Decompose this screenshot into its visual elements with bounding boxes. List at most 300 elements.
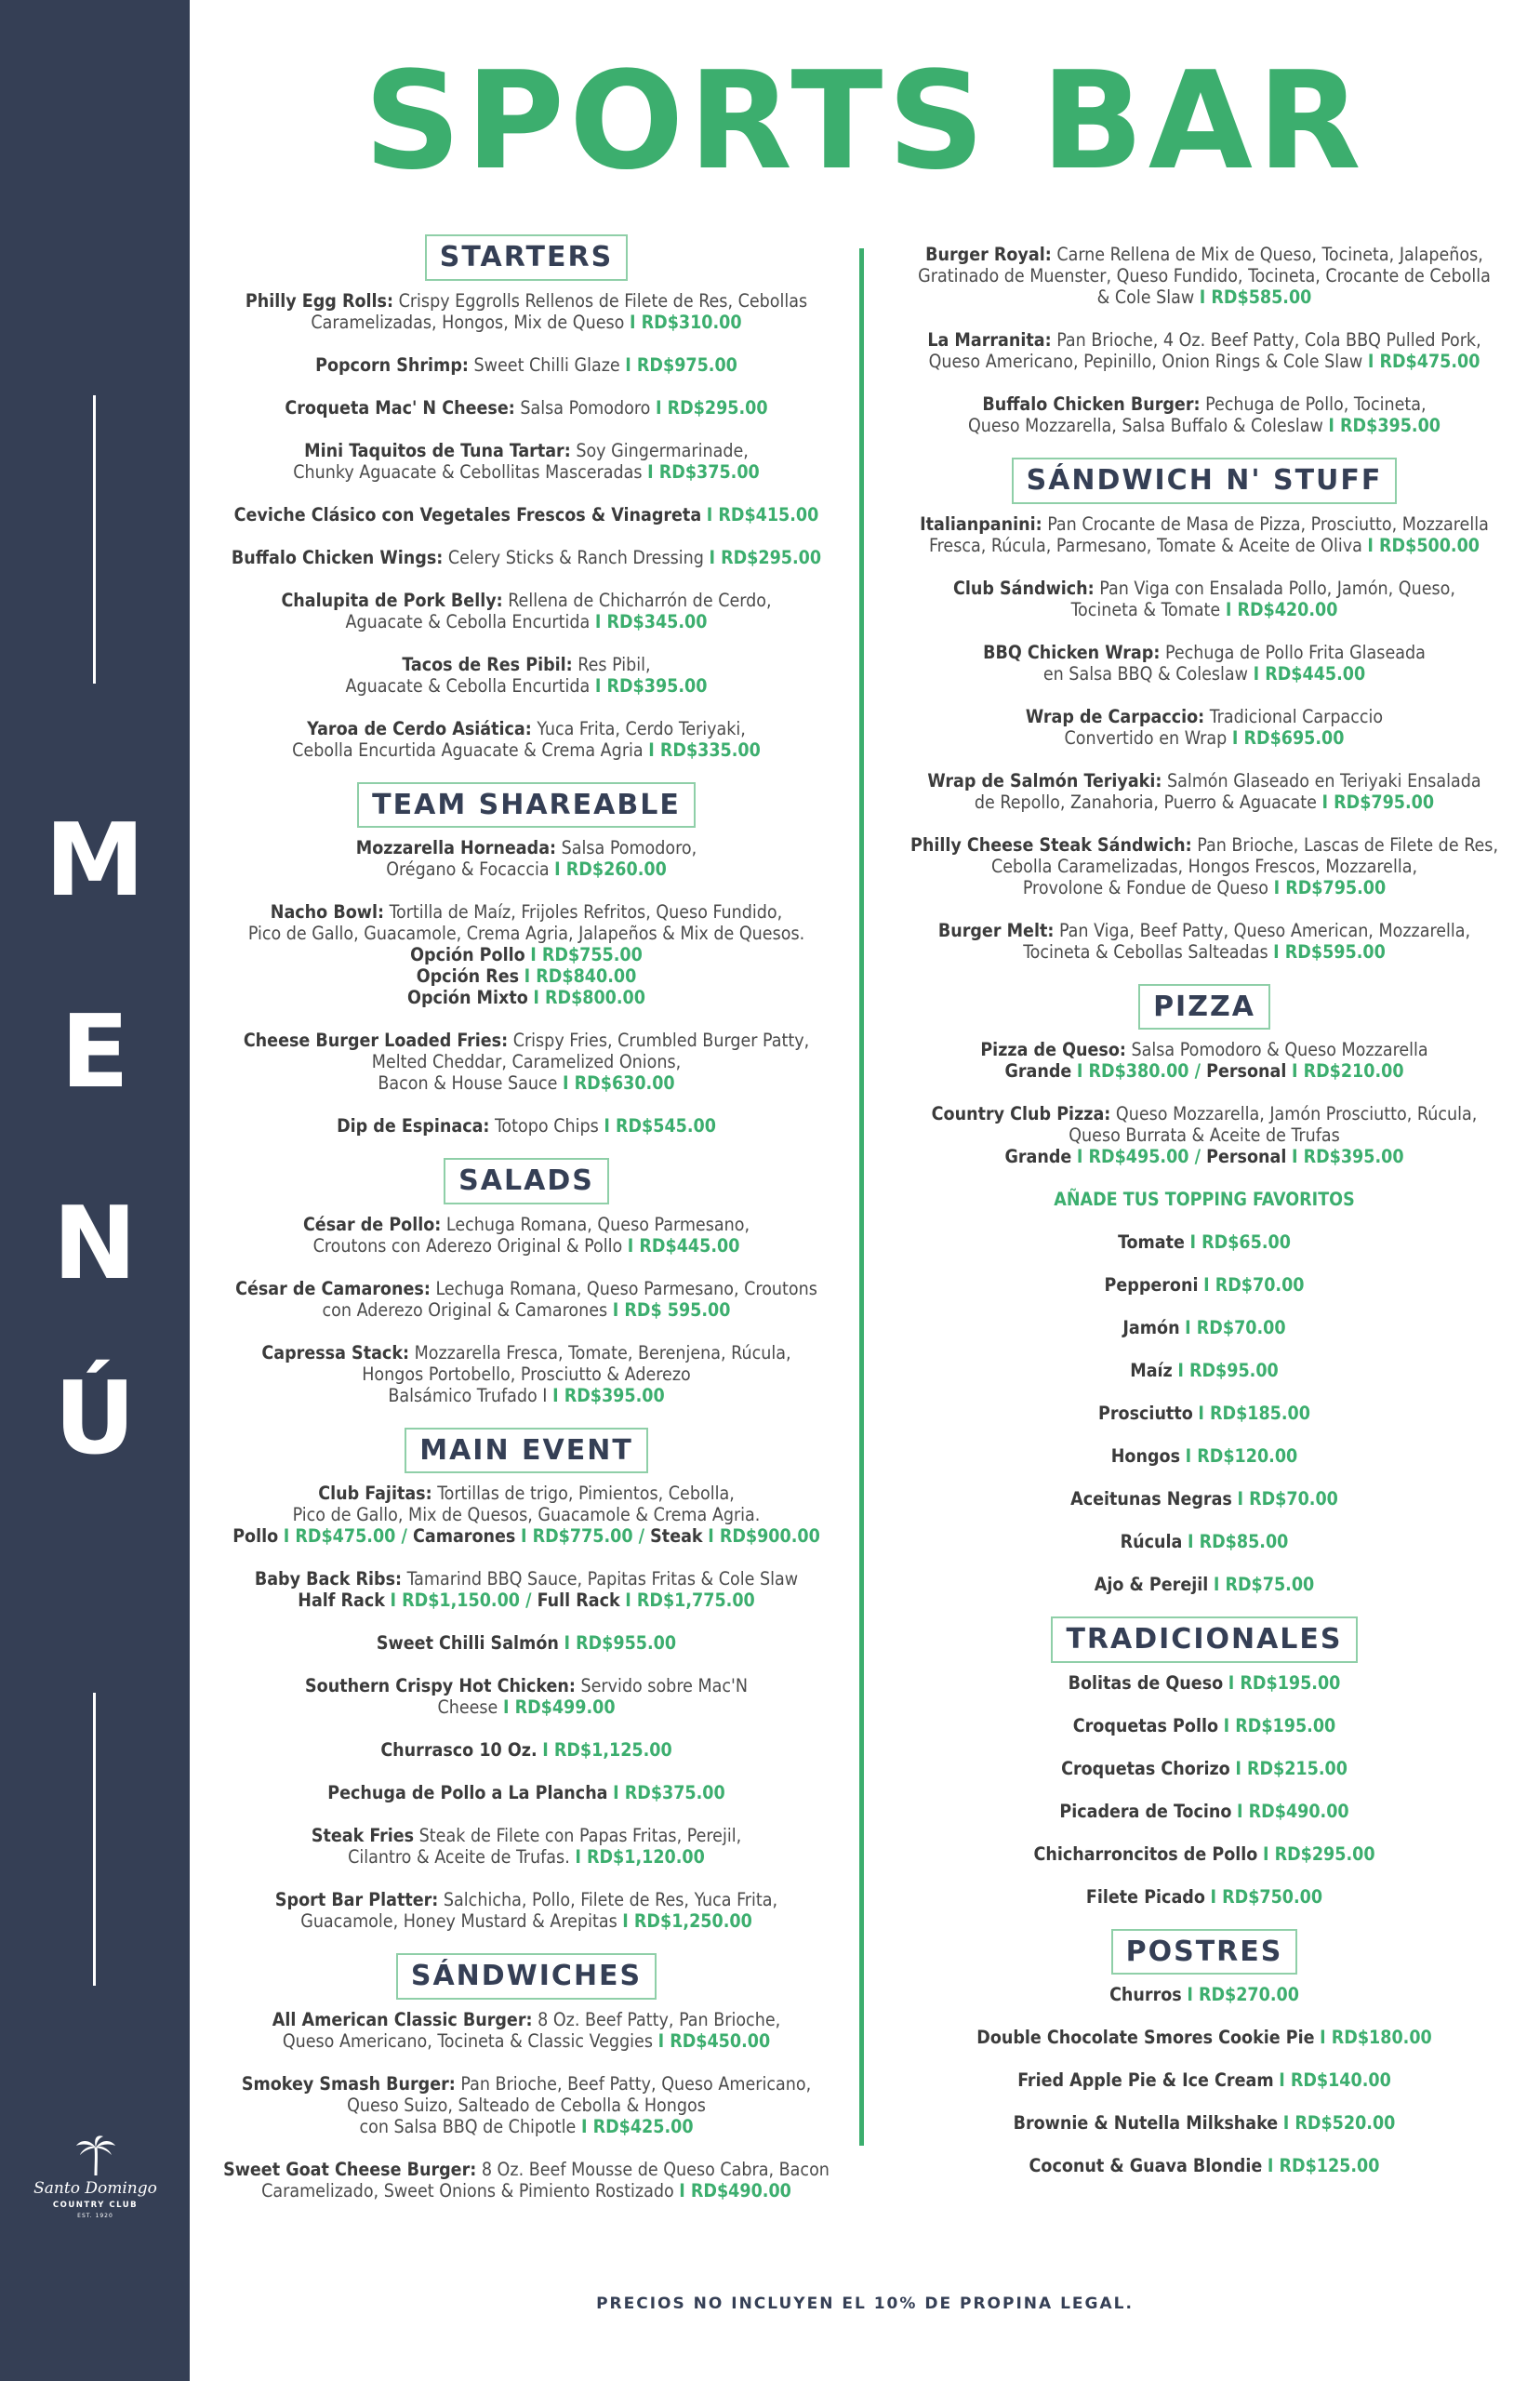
item-description: Queso Mozzarella, Salsa Buffalo & Coleslaw — [967, 415, 1323, 436]
item-line — [212, 1115, 841, 1137]
side-letter-n: N — [52, 1186, 138, 1302]
menu-item — [212, 1030, 841, 1094]
item-line — [212, 1363, 841, 1385]
item-description: Pan Crocante de Masa de Pizza, Prosciutto, Mozzarella — [1047, 512, 1489, 535]
item-description: Gratinado de Muenster, Queso Fundido, Tocineta, Crocante de Cebolla — [918, 265, 1491, 286]
item-name: César de Pollo: — [302, 1213, 442, 1235]
item-name: BBQ Chicken Wrap: — [983, 641, 1161, 663]
item-price: I RD$295.00 — [709, 546, 822, 568]
item-name: Wrap de Salmón Teriyaki: — [927, 769, 1162, 791]
topping-name: Pepperoni — [1104, 1274, 1199, 1296]
item-price: I RD$125.00 — [1267, 2155, 1380, 2176]
option-price: I RD$475.00 — [283, 1525, 396, 1547]
section-title-salads: SALADS — [444, 1158, 609, 1204]
menu-item — [212, 1739, 841, 1761]
option-label: Camarones — [412, 1525, 516, 1547]
item-description: Cheese — [437, 1696, 498, 1718]
toppings-heading: AÑADE TUS TOPPING FAVORITOS — [1054, 1189, 1355, 1210]
item-description: Queso Suizo, Salteado de Cebolla & Hongos — [347, 2094, 706, 2116]
topping-price: I RD$95.00 — [1177, 1360, 1279, 1381]
topping-item — [879, 1317, 1530, 1338]
menu-item — [879, 1984, 1530, 2005]
item-price: I RD$695.00 — [1231, 726, 1345, 749]
item-name: Mini Taquitos de Tuna Tartar: — [304, 439, 571, 461]
topping-name: Rúcula — [1120, 1531, 1183, 1552]
topping-price: I RD$65.00 — [1189, 1231, 1291, 1253]
item-name: Sweet Goat Cheese Burger: — [223, 2158, 477, 2180]
item-line — [212, 354, 841, 376]
menu-item — [879, 1886, 1530, 1908]
menu-section-starters — [212, 234, 841, 761]
item-name: La Marranita: — [927, 329, 1052, 351]
item-name: Philly Egg Rolls: — [245, 289, 394, 312]
item-price: I RD$545.00 — [604, 1115, 716, 1137]
item-name: Croquetas Chorizo — [1061, 1757, 1230, 1779]
option-price: I RD$840.00 — [524, 965, 637, 987]
item-line — [212, 1568, 841, 1590]
menu-item — [212, 2009, 841, 2052]
item-price: I RD$335.00 — [648, 738, 761, 761]
menu-item — [212, 2073, 841, 2137]
item-description: Queso Mozzarella, Jamón Prosciutto, Rúcula, — [1115, 1103, 1478, 1124]
item-line — [212, 1504, 841, 1525]
item-description: Chunky Aguacate & Cebollitas Masceradas — [293, 460, 643, 483]
item-name: Country Club Pizza: — [931, 1103, 1111, 1124]
menu-item — [212, 590, 841, 632]
option-price: I RD$395.00 — [1291, 1146, 1404, 1167]
item-description: Steak de Filete con Papas Fritas, Perejil, — [418, 1825, 742, 1846]
topping-price: I RD$70.00 — [1237, 1488, 1338, 1510]
menu-item — [879, 2069, 1530, 2091]
palm-tree-icon — [73, 2135, 119, 2175]
item-line — [879, 513, 1530, 535]
item-line — [879, 1843, 1530, 1865]
item-line — [212, 739, 841, 761]
item-line — [879, 1984, 1530, 2005]
item-description: Salmón Glaseado en Teriyaki Ensalada — [1166, 769, 1481, 791]
item-line — [879, 1124, 1530, 1146]
item-line — [879, 265, 1530, 286]
item-price: I RD$140.00 — [1279, 2069, 1391, 2091]
item-name: Tacos de Res Pibil: — [402, 653, 573, 675]
item-description: Pan Brioche, 4 Oz. Beef Patty, Cola BBQ Pulled Pork, — [1056, 329, 1481, 351]
item-line — [212, 1782, 841, 1803]
topping-item — [879, 1574, 1530, 1595]
menu-item — [879, 1672, 1530, 1694]
item-description: Melted Cheddar, Caramelized Onions, — [371, 1051, 682, 1072]
option-label: Personal — [1206, 1060, 1287, 1082]
item-description: 8 Oz. Beef Mousse de Queso Cabra, Bacon — [481, 2158, 830, 2180]
item-line — [212, 1030, 841, 1051]
item-line — [879, 663, 1530, 685]
item-price: I RD$490.00 — [679, 2179, 791, 2201]
item-name: Sweet Chilli Salmón — [376, 1632, 559, 1654]
topping-name: Prosciutto — [1098, 1403, 1193, 1424]
item-line — [879, 244, 1530, 265]
logo-club: COUNTRY CLUB — [52, 2201, 139, 2210]
item-description: Pico de Gallo, Mix de Quesos, Guacamole & Crema Agria. — [292, 1504, 761, 1525]
item-description: Tamarind BBQ Sauce, Papitas Fritas & Cole Slaw — [406, 1568, 799, 1590]
menu-section-team-shareable — [212, 782, 841, 1137]
option-price: I RD$495.00 — [1076, 1146, 1189, 1167]
item-price: I RD$445.00 — [627, 1234, 740, 1257]
page-title: SPORTS BAR — [364, 43, 1366, 200]
topping-item — [879, 1445, 1530, 1467]
item-description: Mozzarella Fresca, Tomate, Berenjena, Rúcula, — [414, 1341, 791, 1363]
item-description: Queso Burrata & Aceite de Trufas — [1069, 1124, 1340, 1146]
item-option — [212, 944, 841, 965]
price-separator: / — [395, 1525, 413, 1547]
item-line — [879, 578, 1530, 599]
topping-price: I RD$70.00 — [1185, 1317, 1286, 1338]
item-line — [879, 351, 1530, 372]
menu-section-postres — [879, 1929, 1530, 2177]
item-name: Burger Melt: — [937, 919, 1055, 941]
menu-column-left — [212, 234, 841, 2223]
item-line — [212, 2116, 841, 2137]
item-line — [212, 2159, 841, 2180]
menu-item — [879, 706, 1530, 749]
menu-item — [879, 1843, 1530, 1865]
item-line — [212, 1235, 841, 1257]
menu-item — [879, 1758, 1530, 1779]
item-price: I RD$375.00 — [613, 1782, 725, 1803]
item-line — [212, 1846, 841, 1868]
section-title-main-event: MAIN EVENT — [405, 1428, 648, 1474]
item-price: I RD$520.00 — [1282, 2112, 1396, 2134]
side-letter-m: M — [45, 803, 145, 919]
item-price-options — [212, 1525, 841, 1547]
menu-item — [879, 2027, 1530, 2048]
section-title-pizza: PIZZA — [1138, 984, 1270, 1031]
section-title-sandwich-n-stuff: SÁNDWICH N' STUFF — [1012, 458, 1398, 504]
item-name: Mozzarella Horneada: — [355, 837, 557, 858]
option-price: I RD$1,775.00 — [625, 1590, 755, 1611]
item-description: Croutons con Aderezo Original & Pollo — [312, 1234, 623, 1257]
menu-item — [879, 642, 1530, 685]
item-name: Coconut & Guava Blondie — [1029, 2155, 1263, 2176]
menu-item — [212, 901, 841, 1008]
menu-item — [212, 1483, 841, 1547]
option-label: Half Rack — [298, 1590, 385, 1611]
option-label: Opción Mixto — [407, 987, 528, 1008]
item-price: I RD$975.00 — [625, 353, 737, 376]
topping-item — [879, 1231, 1530, 1253]
item-name: Buffalo Chicken Wings: — [231, 546, 444, 568]
item-description: Tortillas de trigo, Pimientos, Cebolla, — [437, 1483, 735, 1504]
item-line — [212, 1299, 841, 1321]
option-label: Full Rack — [537, 1590, 620, 1611]
menu-item — [212, 440, 841, 483]
item-name: Pechuga de Pollo a La Plancha — [327, 1782, 608, 1803]
item-line — [879, 642, 1530, 663]
topping-item — [879, 1360, 1530, 1381]
item-line — [879, 599, 1530, 620]
item-description: Balsámico Trufado I — [388, 1384, 548, 1406]
item-description: Cebolla Caramelizadas, Hongos Frescos, Mozzarella, — [990, 855, 1418, 877]
item-name: César de Camarones: — [235, 1277, 431, 1299]
item-description: Tocineta & Cebollas Salteadas — [1023, 940, 1268, 963]
item-line — [879, 535, 1530, 556]
item-name: Picadera de Tocino — [1059, 1800, 1232, 1822]
menu-item — [212, 654, 841, 697]
section-title-tradicionales: TRADICIONALES — [1051, 1616, 1357, 1663]
item-description: Aguacate & Cebolla Encurtida — [345, 674, 591, 697]
item-name: Chalupita de Pork Belly: — [281, 589, 503, 611]
item-price: I RD$270.00 — [1187, 1984, 1299, 2005]
menu-item — [212, 1278, 841, 1321]
sidebar-divider-bottom — [93, 1693, 96, 1986]
item-line — [212, 2180, 841, 2201]
menu-item — [212, 354, 841, 376]
item-line — [212, 1385, 841, 1406]
option-label: Opción Pollo — [410, 944, 525, 965]
menu-item — [879, 1103, 1530, 1167]
item-description: Salsa Pomodoro & Queso Mozzarella — [1131, 1039, 1428, 1060]
item-description: Tocineta & Tomate — [1070, 598, 1221, 620]
item-price: I RD$955.00 — [564, 1632, 677, 1654]
logo-est: EST. 1920 — [77, 2213, 113, 2219]
item-description: Aguacate & Cebolla Encurtida — [345, 610, 591, 632]
item-name: Croqueta Mac' N Cheese: — [285, 396, 515, 419]
topping-price: I RD$70.00 — [1203, 1274, 1305, 1296]
menu-item — [212, 1115, 841, 1137]
column-divider — [859, 248, 864, 2146]
menu-section-main-event — [212, 1428, 841, 1933]
item-name: Capressa Stack: — [261, 1341, 409, 1363]
item-description: Caramelizadas, Hongos, Mix de Queso — [311, 311, 625, 333]
item-line — [212, 858, 841, 880]
item-line — [212, 312, 841, 333]
item-description: Queso Americano, Tocineta & Classic Veggies — [282, 2029, 653, 2052]
item-name: Bolitas de Queso — [1068, 1671, 1224, 1694]
item-price: I RD$260.00 — [554, 858, 667, 880]
item-price: I RD$ 595.00 — [612, 1298, 731, 1321]
menu-item — [879, 578, 1530, 620]
item-line — [212, 2030, 841, 2052]
item-description: & Cole Slaw — [1096, 286, 1195, 308]
item-line — [212, 923, 841, 944]
item-price: I RD$585.00 — [1199, 286, 1312, 308]
topping-price: I RD$120.00 — [1185, 1445, 1298, 1467]
menu-item — [879, 1715, 1530, 1736]
topping-item — [879, 1488, 1530, 1510]
item-description: con Aderezo Original & Camarones — [322, 1298, 608, 1321]
item-line — [212, 1051, 841, 1072]
item-line — [879, 2027, 1530, 2048]
menu-item — [879, 393, 1530, 436]
option-label: Personal — [1206, 1146, 1287, 1167]
item-price: I RD$415.00 — [706, 503, 819, 525]
menu-section-sandwich-n-stuff — [879, 458, 1530, 963]
item-price: I RD$395.00 — [1328, 415, 1441, 436]
item-description: Pico de Gallo, Guacamole, Crema Agria, Jalapeños & Mix de Quesos. — [247, 923, 805, 944]
item-line — [879, 2069, 1530, 2091]
option-price: I RD$900.00 — [708, 1525, 820, 1547]
menu-item — [212, 1889, 841, 1932]
item-line — [879, 920, 1530, 941]
menu-section-continued — [879, 244, 1530, 436]
logo-script: Santo Domingo — [33, 2179, 157, 2198]
item-line — [212, 654, 841, 675]
item-description: Servido sobre Mac'N — [580, 1675, 748, 1696]
item-line — [879, 2155, 1530, 2176]
menu-item — [879, 834, 1530, 898]
option-price: I RD$800.00 — [533, 987, 645, 1008]
topping-name: Maíz — [1130, 1360, 1173, 1381]
item-description: Totopo Chips — [495, 1115, 599, 1137]
option-price: I RD$210.00 — [1291, 1060, 1404, 1082]
price-separator: / — [520, 1590, 538, 1611]
item-name: Italianpanini: — [920, 512, 1042, 535]
option-label: Grande — [1004, 1146, 1072, 1167]
item-line — [212, 1632, 841, 1654]
item-description: con Salsa BBQ de Chipotle — [359, 2115, 577, 2137]
item-description: Pan Brioche, Lascas de Filete de Res, — [1197, 833, 1499, 856]
item-line — [212, 1483, 841, 1504]
item-name: Buffalo Chicken Burger: — [982, 393, 1201, 415]
item-price: I RD$345.00 — [594, 610, 708, 632]
topping-name: Jamón — [1122, 1317, 1180, 1338]
item-name: Sport Bar Platter: — [274, 1889, 439, 1910]
item-description: Salchicha, Pollo, Filete de Res, Yuca Frita, — [443, 1889, 778, 1910]
item-name: Philly Cheese Steak Sándwich: — [909, 833, 1192, 856]
menu-item — [212, 718, 841, 761]
item-name: Baby Back Ribs: — [254, 1568, 403, 1590]
item-line — [879, 791, 1530, 813]
item-line — [212, 611, 841, 632]
menu-item — [879, 1801, 1530, 1822]
item-price: I RD$475.00 — [1367, 351, 1480, 372]
item-description: Salsa Pomodoro — [520, 396, 651, 419]
price-separator: / — [1188, 1146, 1207, 1167]
item-description: Queso Americano, Pepinillo, Onion Rings & Cole Slaw — [928, 351, 1363, 372]
item-price: I RD$499.00 — [502, 1696, 616, 1718]
item-description: Tradicional Carpaccio — [1209, 705, 1384, 727]
menu-item — [212, 1568, 841, 1611]
topping-item — [879, 1531, 1530, 1552]
item-line — [212, 2073, 841, 2095]
item-description: Caramelizado, Sweet Onions & Pimiento Rostizado — [261, 2179, 674, 2201]
item-name: Fried Apple Pie & Ice Cream — [1017, 2069, 1274, 2091]
club-logo — [19, 2135, 172, 2219]
item-name: Club Sándwich: — [953, 577, 1095, 599]
item-price: I RD$500.00 — [1367, 534, 1480, 556]
item-name: Churros — [1109, 1984, 1182, 2005]
item-line — [212, 675, 841, 697]
side-letter-e: E — [60, 994, 129, 1111]
item-line — [212, 547, 841, 568]
item-line — [879, 941, 1530, 963]
footer-note: PRECIOS NO INCLUYEN EL 10% DE PROPINA LEGAL. — [596, 2295, 1134, 2313]
item-price: I RD$310.00 — [629, 311, 742, 333]
item-line — [212, 1825, 841, 1846]
menu-item — [212, 1214, 841, 1257]
menu-section-salads — [212, 1158, 841, 1406]
item-name: Popcorn Shrimp: — [315, 353, 469, 376]
item-name: Southern Crispy Hot Chicken: — [305, 1675, 576, 1696]
item-name: Brownie & Nutella Milkshake — [1013, 2112, 1279, 2134]
item-price: I RD$420.00 — [1225, 598, 1338, 620]
menu-item — [879, 920, 1530, 963]
item-price: I RD$425.00 — [580, 2115, 694, 2137]
item-description: Lechuga Romana, Queso Parmesano, — [445, 1213, 750, 1235]
menu-item — [212, 837, 841, 880]
item-description: Celery Sticks & Ranch Dressing — [447, 546, 704, 568]
menu-section-tradicionales — [879, 1616, 1530, 1908]
item-price: I RD$445.00 — [1253, 662, 1366, 685]
option-price: I RD$755.00 — [530, 944, 643, 965]
topping-item — [879, 1274, 1530, 1296]
item-option — [212, 965, 841, 987]
menu-item — [879, 329, 1530, 372]
item-description: Lechuga Romana, Queso Parmesano, Croutons — [435, 1277, 817, 1299]
item-description: Carne Rellena de Mix de Queso, Tocineta, Jalapeños, — [1056, 244, 1483, 265]
item-line — [879, 1039, 1530, 1060]
item-line — [879, 856, 1530, 877]
item-line — [212, 1214, 841, 1235]
item-price-options — [879, 1146, 1530, 1167]
item-line — [879, 770, 1530, 791]
item-description: Tortilla de Maíz, Frijoles Refritos, Queso Fundido, — [389, 901, 783, 923]
item-name: Burger Royal: — [925, 244, 1052, 265]
menu-item — [212, 1342, 841, 1406]
side-letter-u: Ú — [54, 1361, 136, 1477]
item-description: Sweet Chilli Glaze — [473, 353, 620, 376]
item-description: Pechuga de Pollo, Tocineta, — [1205, 393, 1427, 415]
item-description: Cebolla Encurtida Aguacate & Crema Agria — [292, 738, 644, 761]
item-price: I RD$1,120.00 — [575, 1846, 705, 1868]
item-line — [879, 834, 1530, 856]
option-label: Steak — [650, 1525, 703, 1547]
item-line — [212, 504, 841, 525]
item-name: Smokey Smash Burger: — [241, 2072, 456, 2095]
item-line — [212, 837, 841, 858]
item-line — [212, 2095, 841, 2116]
menu-item — [212, 2159, 841, 2201]
menu-item — [879, 2155, 1530, 2176]
item-price: I RD$450.00 — [657, 2029, 771, 2052]
item-description: Salsa Pomodoro, — [561, 837, 697, 858]
item-line — [212, 1278, 841, 1299]
menu-item — [212, 1675, 841, 1718]
item-line — [212, 1675, 841, 1696]
item-description: Provolone & Fondue de Queso — [1022, 876, 1268, 898]
item-name: All American Classic Burger: — [272, 2008, 533, 2030]
option-price: I RD$380.00 — [1076, 1060, 1189, 1082]
section-title-sandwiches: SÁNDWICHES — [396, 1953, 657, 2000]
item-line — [879, 1886, 1530, 1908]
item-price: I RD$295.00 — [1262, 1842, 1375, 1865]
item-line — [212, 901, 841, 923]
item-line — [212, 461, 841, 483]
menu-item — [212, 1782, 841, 1803]
item-description: Guacamole, Honey Mustard & Arepitas — [300, 1910, 617, 1932]
menu-item — [212, 504, 841, 525]
price-separator: / — [632, 1525, 651, 1547]
item-option — [212, 987, 841, 1008]
item-name: Pizza de Queso: — [980, 1039, 1126, 1060]
item-line — [212, 2009, 841, 2030]
item-price: I RD$395.00 — [552, 1384, 665, 1406]
item-name: Churrasco 10 Oz. — [380, 1739, 538, 1761]
option-label: Pollo — [232, 1525, 279, 1547]
item-description: en Salsa BBQ & Coleslaw — [1042, 662, 1248, 685]
item-line — [212, 1696, 841, 1718]
topping-name: Hongos — [1110, 1445, 1181, 1467]
item-description: Yuca Frita, Cerdo Teriyaki, — [537, 717, 746, 739]
item-line — [212, 1889, 841, 1910]
